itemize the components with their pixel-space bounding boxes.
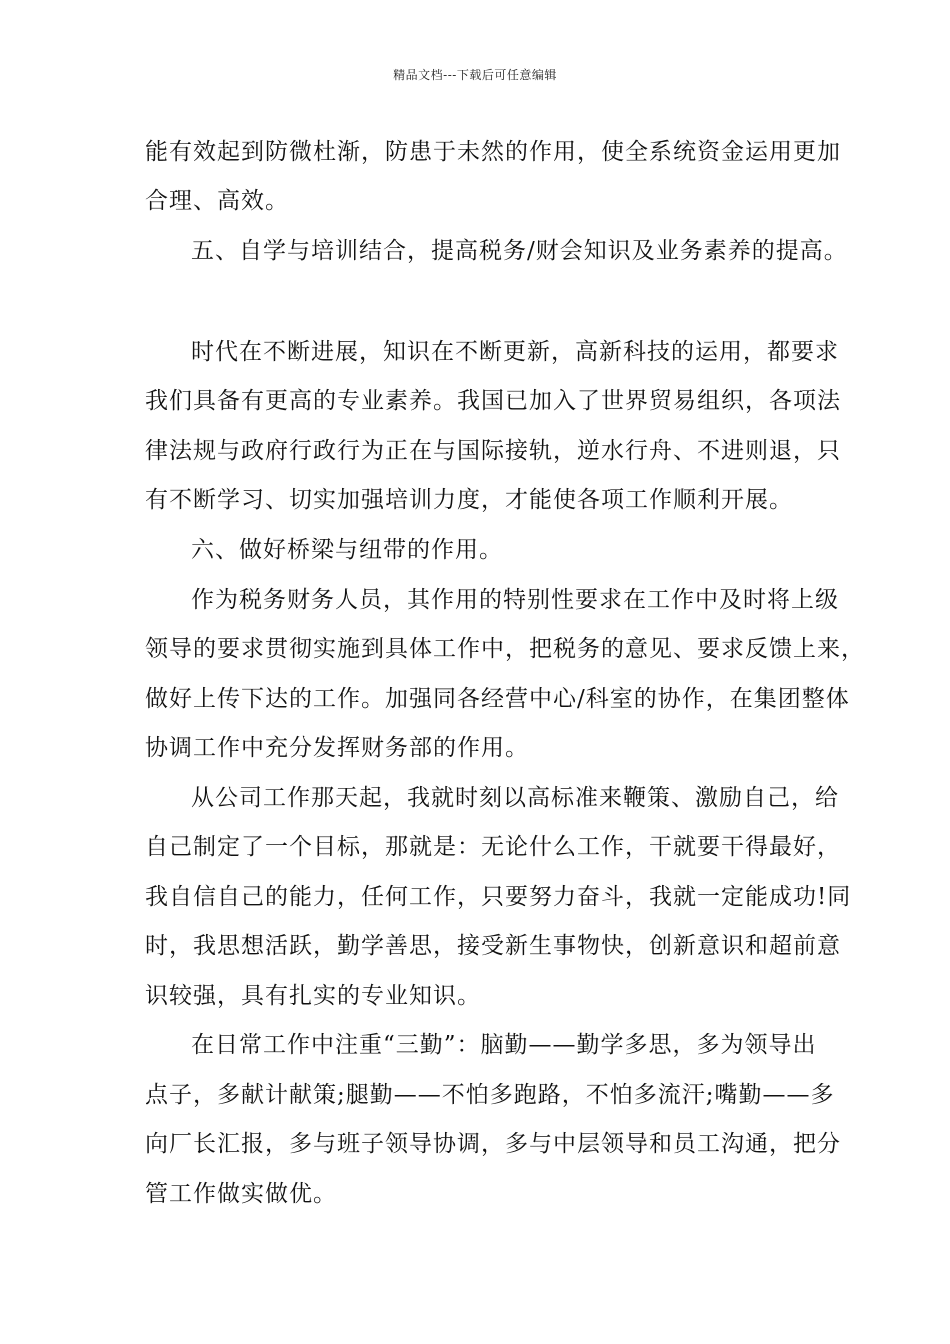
text-line: 在日常工作中注重“三勤”：脑勤——勤学多思，多为领导出 bbox=[191, 1032, 817, 1058]
text-line: 有不断学习、切实加强培训力度，才能使各项工作顺利开展。 bbox=[145, 487, 793, 513]
text-line: 协调工作中充分发挥财务部的作用。 bbox=[145, 735, 529, 761]
text-line: 能有效起到防微杜渐，防患于未然的作用，使全系统资金运用更加 bbox=[145, 139, 841, 165]
section-heading: 六、做好桥梁与纽带的作用。 bbox=[191, 537, 503, 563]
text-line: 我自信自己的能力，任何工作，只要努力奋斗，我就一定能成功!同 bbox=[145, 884, 852, 910]
text-line: 律法规与政府行政行为正在与国际接轨，逆水行舟、不进则退，只 bbox=[145, 438, 841, 464]
text-line: 合理、高效。 bbox=[145, 188, 289, 214]
text-line: 作为税务财务人员，其作用的特别性要求在工作中及时将上级 bbox=[191, 587, 839, 613]
text-line: 做好上传下达的工作。加强同各经营中心/科室的协作，在集团整体 bbox=[145, 686, 850, 712]
text-line: 自己制定了一个目标，那就是：无论什么工作，干就要干得最好， bbox=[145, 834, 841, 860]
section-heading: 五、自学与培训结合，提高税务/财会知识及业务素养的提高。 bbox=[191, 238, 848, 264]
text-line: 时代在不断进展，知识在不断更新，高新科技的运用，都要求 bbox=[191, 339, 839, 365]
text-line: 时，我思想活跃，勤学善思，接受新生事物快，创新意识和超前意 bbox=[145, 933, 841, 959]
text-line: 识较强，具有扎实的专业知识。 bbox=[145, 983, 481, 1009]
text-line: 向厂长汇报，多与班子领导协调，多与中层领导和员工沟通，把分 bbox=[145, 1131, 841, 1157]
text-line: 管工作做实做优。 bbox=[145, 1181, 337, 1207]
text-line: 我们具备有更高的专业素养。我国已加入了世界贸易组织，各项法 bbox=[145, 388, 841, 414]
page-header: 精品文档---下载后可任意编辑 bbox=[393, 68, 557, 82]
text-line: 点子，多献计献策;腿勤——不怕多跑路，不怕多流汗;嘴勤——多 bbox=[145, 1082, 835, 1108]
text-line: 从公司工作那天起，我就时刻以高标准来鞭策、激励自己，给 bbox=[191, 785, 839, 811]
text-line: 领导的要求贯彻实施到具体工作中，把税务的意见、要求反馈上来， bbox=[145, 636, 865, 662]
